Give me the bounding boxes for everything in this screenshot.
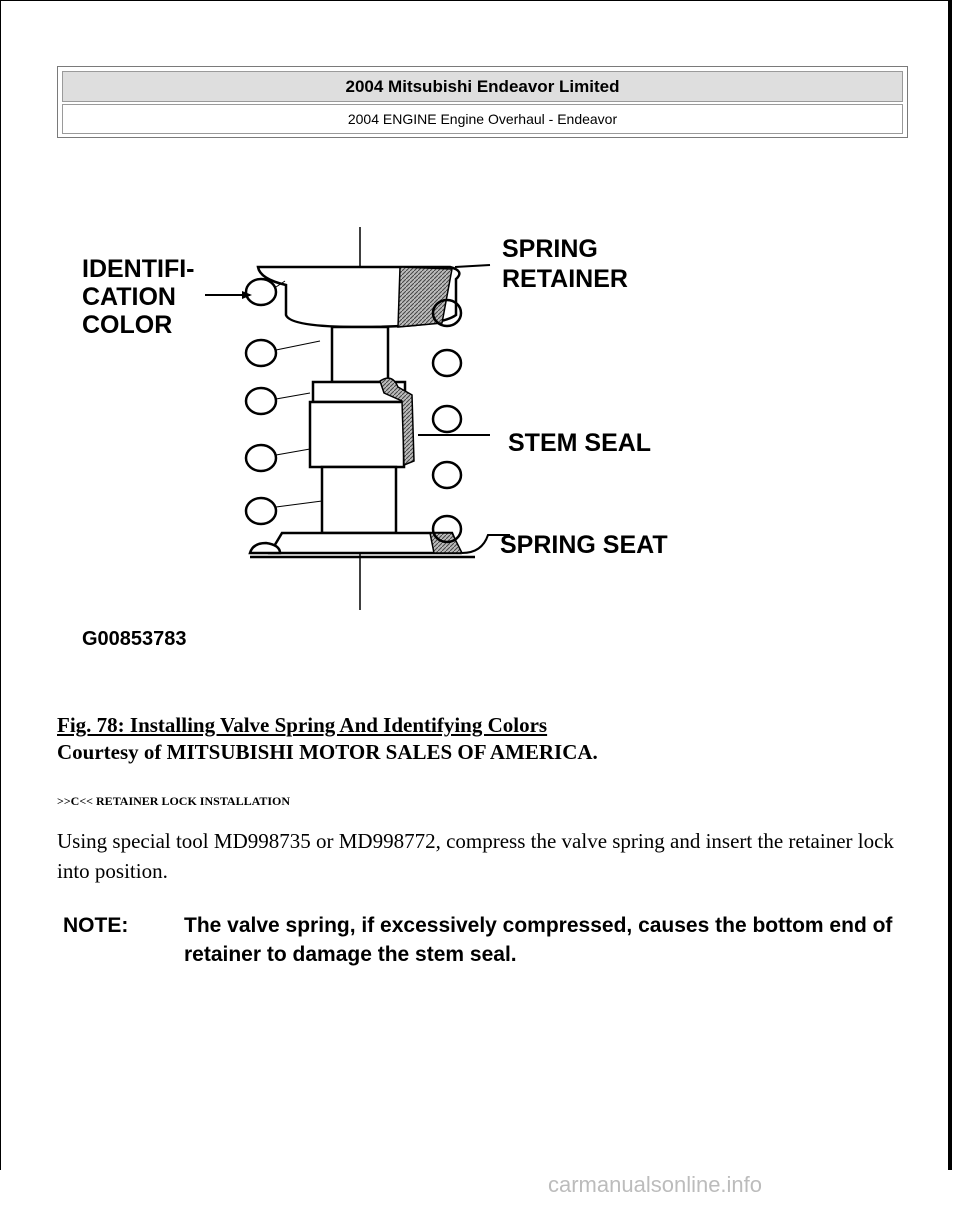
instruction-paragraph: Using special tool MD998735 or MD998772, compress the valve spring and insert the retainer lock into position. [57,829,894,883]
label-identification-1: IDENTIFI- [82,255,195,283]
label-spring-retainer-1: SPRING [502,235,598,263]
retainer-leader [455,265,490,267]
label-spring-seat: SPRING SEAT [500,531,668,559]
label-spring-retainer-2: RETAINER [502,265,628,293]
note-label: NOTE: [63,914,129,937]
section-subtitle: 2004 ENGINE Engine Overhaul - Endeavor [62,104,903,134]
figure-code: G00853783 [82,628,187,650]
label-stem-seal: STEM SEAL [508,429,652,457]
footer-watermark: carmanualsonline.info [548,1172,763,1197]
label-identification-3: COLOR [82,311,173,339]
label-identification-2: CATION [82,283,176,311]
note-text: The valve spring, if excessively compressed, causes the bottom end of retainer to damage the stem seal. [184,914,893,966]
valve-spring-diagram [70,215,710,655]
vehicle-title: 2004 Mitsubishi Endeavor Limited [62,71,903,102]
figure-courtesy: Courtesy of MITSUBISHI MOTOR SALES OF AMERICA. [57,740,598,764]
section-heading: >>C<< RETAINER LOCK INSTALLATION [57,794,291,808]
document-header [57,66,908,138]
figure-caption[interactable]: Fig. 78: Installing Valve Spring And Identifying Colors [57,713,548,737]
